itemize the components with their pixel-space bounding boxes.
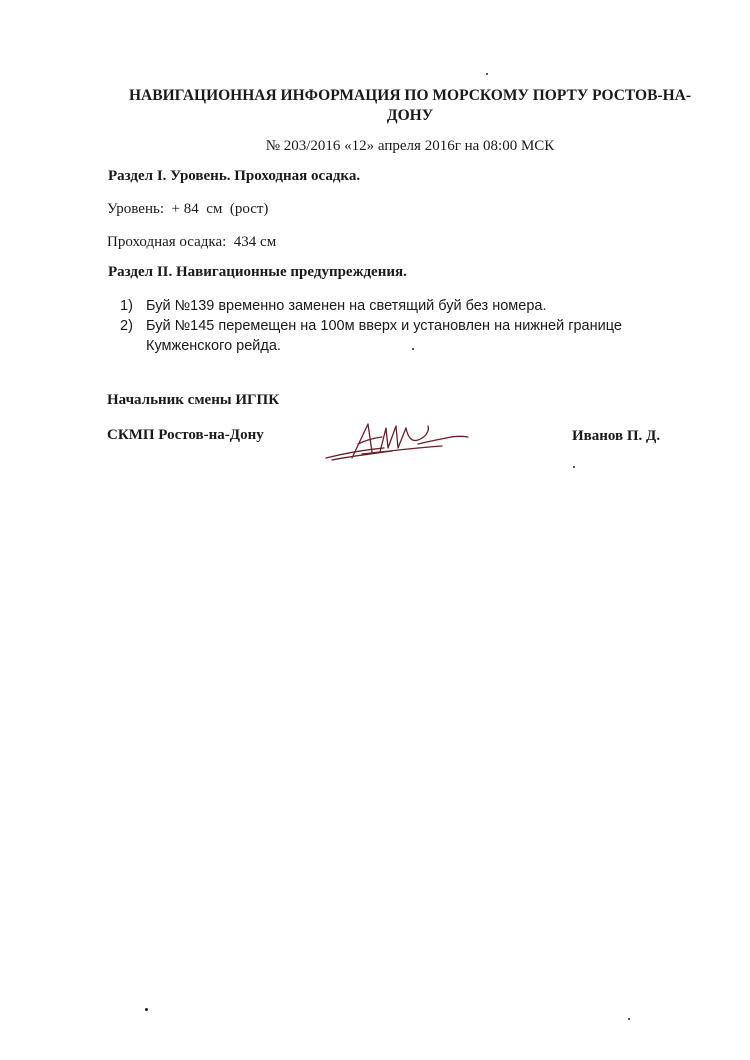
list-item-number: 2) bbox=[120, 318, 133, 334]
list-item-text: Буй №139 временно заменен на светящий буй без номера. bbox=[146, 298, 547, 314]
list-item bbox=[120, 296, 710, 316]
scan-speck bbox=[145, 1008, 148, 1011]
scan-speck bbox=[412, 348, 414, 350]
list-item-text: Буй №145 перемещен на 100м вверх и установлен на нижней границе Кумженского рейда. bbox=[146, 318, 622, 354]
section1-heading: Раздел I. Уровень. Проходная осадка. bbox=[108, 168, 361, 184]
signer-position-line2: СКМП Ростов-на-Дону bbox=[107, 427, 264, 443]
list-item-number: 1) bbox=[120, 298, 133, 314]
signer-position-line1: Начальник смены ИГПК bbox=[107, 392, 280, 408]
level-line: Уровень: + 84 см (рост) bbox=[107, 201, 269, 217]
warnings-list bbox=[120, 296, 710, 356]
list-item bbox=[120, 316, 710, 356]
scan-speck bbox=[486, 73, 488, 75]
scan-speck bbox=[573, 466, 575, 468]
document-title: НАВИГАЦИОННАЯ ИНФОРМАЦИЯ ПО МОРСКОМУ ПОРТУ РОСТОВ-НА-ДОНУ bbox=[129, 87, 691, 124]
handwritten-signature bbox=[322, 418, 472, 466]
signer-name: Иванов П. Д. bbox=[572, 428, 661, 444]
section2-heading: Раздел II. Навигационные предупреждения. bbox=[108, 264, 407, 280]
draft-line: Проходная осадка: 434 см bbox=[107, 234, 277, 250]
document-number: № 203/2016 «12» апреля 2016г на 08:00 МСК bbox=[265, 138, 555, 154]
scan-speck bbox=[628, 1018, 630, 1020]
